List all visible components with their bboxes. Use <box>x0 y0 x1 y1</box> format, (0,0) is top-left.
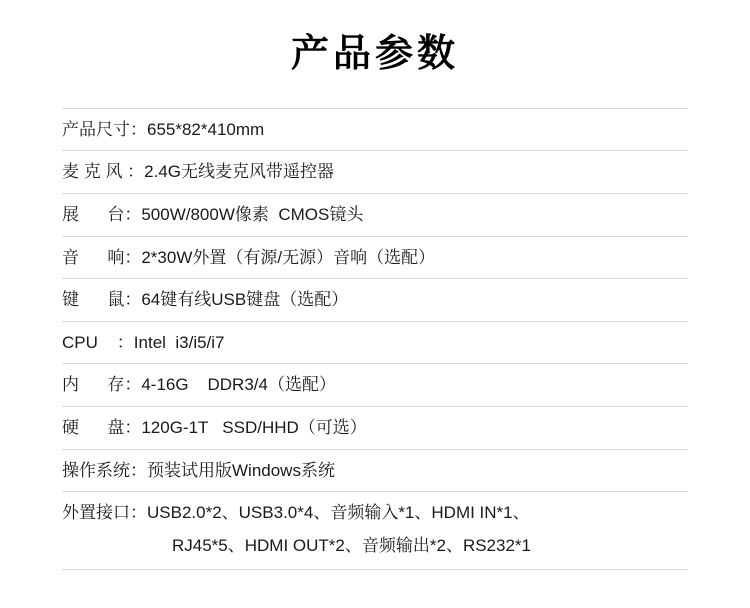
table-row <box>62 450 688 493</box>
spec-table <box>62 108 688 570</box>
spec-label: 外置接口： <box>62 503 147 523</box>
product-spec-page <box>0 32 750 608</box>
table-row <box>62 322 688 365</box>
table-row <box>62 151 688 194</box>
spec-value: Intel i3/i5/i7 <box>133 332 225 352</box>
spec-label: 音 响： <box>62 247 142 267</box>
spec-value: 4-16G DDR3/4（选配） <box>141 375 336 395</box>
page-title: 产品参数 <box>290 33 459 75</box>
table-row <box>62 194 688 237</box>
spec-value: 预装试用版Windows系统 <box>147 460 335 480</box>
spec-ports-line-1 <box>62 501 688 526</box>
spec-label: 操作系统： <box>62 460 147 480</box>
spec-value: 120G-1T SSD/HHD（可选） <box>141 418 367 438</box>
spec-label: 产品尺寸： <box>62 119 147 139</box>
spec-value: 655*82*410mm <box>147 119 265 139</box>
spec-value: 64键有线USB键盘（选配） <box>141 290 349 310</box>
table-row <box>62 407 688 450</box>
spec-label: 内 存： <box>62 375 142 395</box>
spec-value: 2.4G无线麦克风带遥控器 <box>144 162 335 182</box>
table-row <box>62 108 688 152</box>
table-row <box>62 237 688 280</box>
table-row <box>62 364 688 407</box>
spec-ports-line-2: RJ45*5、HDMI OUT*2、音频输出*2、RS232*1 <box>172 536 531 555</box>
spec-value: 500W/800W像素 CMOS镜头 <box>141 204 364 224</box>
spec-label: 键 鼠： <box>62 290 142 310</box>
spec-label: 硬 盘： <box>62 418 142 438</box>
spec-label: CPU ： <box>62 332 134 352</box>
spec-value: 2*30W外置（有源/无源）音响（选配） <box>141 247 436 267</box>
spec-label: 展 台： <box>62 204 142 224</box>
spec-label: 麦 克 风 ： <box>62 162 145 182</box>
table-row <box>62 279 688 322</box>
table-row-ports <box>62 492 688 569</box>
spec-value: USB2.0*2、USB3.0*4、音频输入*1、HDMI IN*1、 <box>147 503 530 523</box>
